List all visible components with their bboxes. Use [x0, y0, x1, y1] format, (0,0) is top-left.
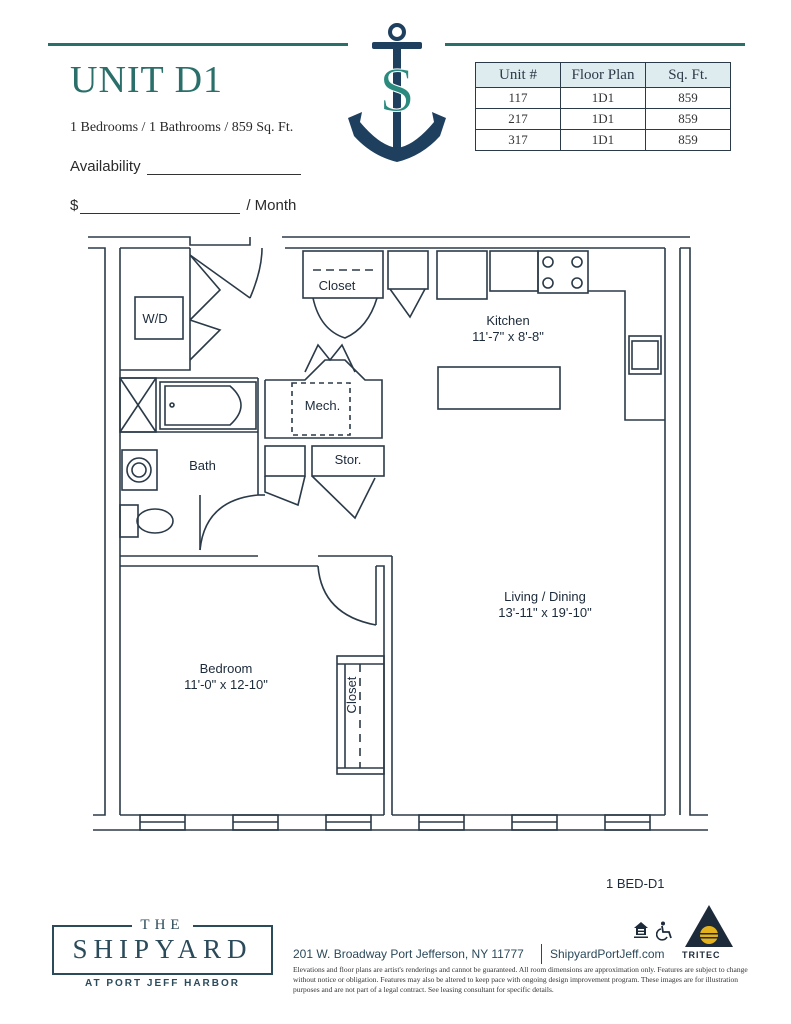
unit-title: UNIT D1	[70, 59, 224, 101]
closet-top-label: Closet	[318, 278, 356, 293]
cell-sqft: 859	[646, 88, 731, 109]
disclaimer: Elevations and floor plans are artist's renderings and cannot be guaranteed. All room dimensions are approximation only. Features are subject to change without notice or obligation. Features may also be altered to keep pace with ongoing design improvement program. These images are for illustration purposes and are not part of a legal contract. See leasing consultant for specific details.	[293, 965, 748, 994]
price-prefix: $	[70, 197, 79, 214]
cell-unit: 117	[476, 88, 561, 109]
cell-sqft: 859	[646, 130, 731, 151]
cell-sqft: 859	[646, 109, 731, 130]
availability-label: Availability	[70, 158, 141, 175]
living-name: Living / Dining	[504, 589, 586, 604]
kitchen-dims: 11'-7" x 8'-8"	[472, 329, 544, 344]
price-suffix: / Month	[246, 197, 297, 214]
bedroom-name: Bedroom	[199, 661, 253, 676]
wd-label: W/D	[142, 311, 168, 326]
mech-label: Mech.	[304, 398, 341, 413]
footer-divider	[541, 944, 542, 964]
col-unit: Unit #	[476, 63, 561, 88]
bath-label: Bath	[189, 458, 216, 473]
col-floor-plan: Floor Plan	[561, 63, 646, 88]
equal-housing-icon	[633, 921, 649, 939]
website-link[interactable]: ShipyardPortJeff.com	[550, 947, 665, 961]
anchor-letter: S	[379, 54, 415, 125]
stor-label: Stor.	[334, 452, 362, 467]
tritec-label: TRITEC	[682, 950, 721, 960]
accessibility-icon	[656, 921, 674, 941]
cell-plan: 1D1	[561, 109, 646, 130]
plan-code: 1 BED-D1	[606, 876, 665, 891]
kitchen-name: Kitchen	[486, 313, 530, 328]
shipyard-logo-name: SHIPYARD	[72, 934, 253, 964]
cell-unit: 217	[476, 109, 561, 130]
bedroom-dims: 11'-0" x 12-10"	[184, 677, 268, 692]
living-dims: 13'-11" x 19'-10"	[498, 605, 592, 620]
address: 201 W. Broadway Port Jefferson, NY 11777	[293, 947, 524, 961]
tritec-logo	[683, 903, 735, 949]
cell-plan: 1D1	[561, 130, 646, 151]
shipyard-logo-sub: AT PORT JEFF HARBOR	[84, 978, 241, 989]
shipyard-logo-the: THE	[52, 917, 273, 934]
unit-summary: 1 Bedrooms / 1 Bathrooms / 859 Sq. Ft.	[70, 120, 294, 135]
cell-plan: 1D1	[561, 88, 646, 109]
col-sqft: Sq. Ft.	[646, 63, 731, 88]
closet-bedroom-label: Closet	[344, 676, 359, 714]
cell-unit: 317	[476, 130, 561, 151]
